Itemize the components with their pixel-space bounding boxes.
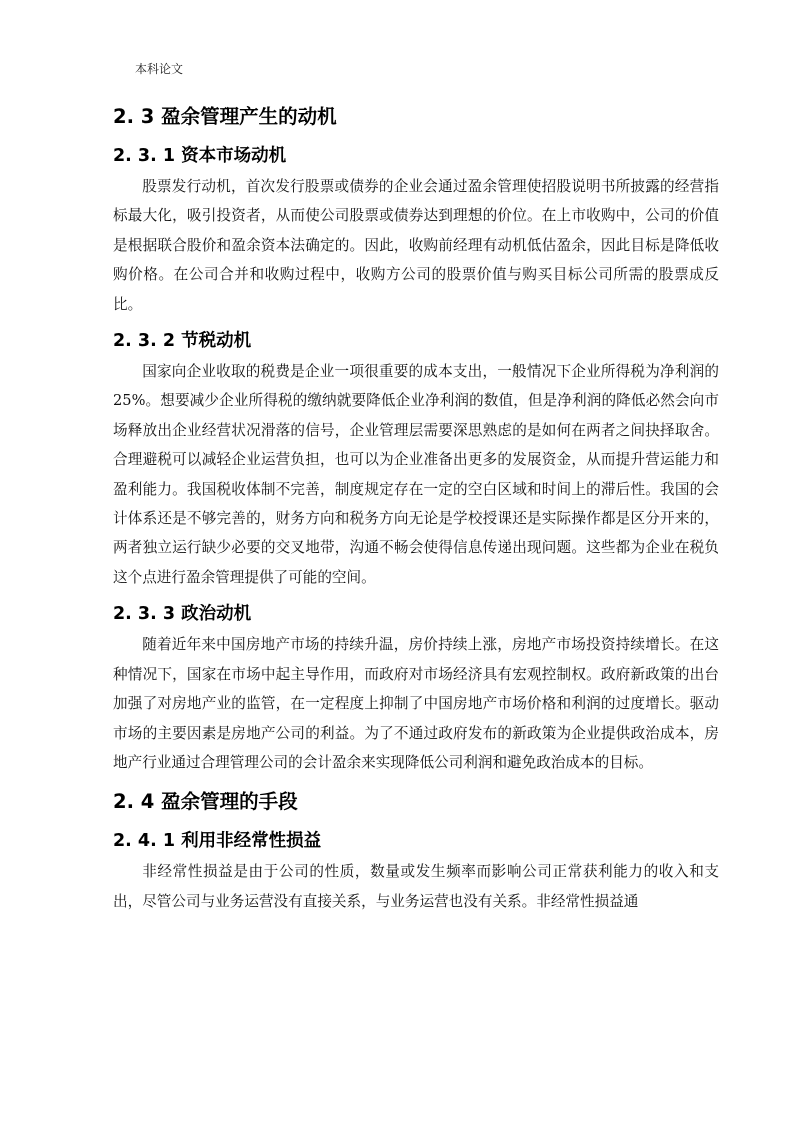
paragraph-tax-saving-motive: 国家向企业收取的税费是企业一项很重要的成本支出，一般情况下企业所得税为净利润的 25%。想要减少企业所得税的缴纳就要降低企业净利润的数值，但是净利润的降低必然会向市场释放出企业经营状况滑落的信号，企业管理层需要深思熟虑的是如何在两者之间抉择取舍。合理避税可以减轻企业运营负担，也可以为企业准备出更多的发展资金，从而提升营运能力和盈利能力。我国税收体制不完善，制度规定存在一定的空白区域和时间上的滞后性。我国的会计体系还是不够完善的，财务方向和税务方向无论是学校授课还是实际操作都是区分开来的，两者独立运行缺少必要的交叉地带，沟通不畅会使得信息传递出现问题。这些都为企业在税负这个点进行盈余管理提供了可能的空间。 [113,363,719,586]
paragraph-political-motive: 随着近年来中国房地产市场的持续升温，房价持续上涨，房地产市场投资持续增长。在这种情况下，国家在市场中起主导作用，而政府对市场经济具有宏观控制权。政府新政策的出台加强了对房地产业的监管，在一定程度上抑制了中国房地产市场价格和利润的过度增长。驱动市场的主要因素是房地产公司的利益。为了不通过政府发布的新政策为企业提供政治成本，房地产行业通过合理管理公司的会计盈余来实现降低公司利润和避免政治成本的目标。 [113,636,719,771]
paragraph-capital-market-motive: 股票发行动机，首次发行股票或债券的企业会通过盈余管理使招股说明书所披露的经营指标最大化，吸引投资者，从而使公司股票或债券达到理想的价位。在上市收购中，公司的价值是根据联合股价和盈余资本法确定的。因此，收购前经理有动机低估盈余，因此目标是降低收购价格。在公司合并和收购过程中，收购方公司的股票价值与购买目标公司所需的股票成反比。 [113,178,719,313]
subsection-heading-2-3-3: 2. 3. 3 政治动机 [113,604,252,625]
running-header: 本科论文 [135,62,184,76]
subsection-heading-2-3-2: 2. 3. 2 节税动机 [113,331,252,352]
paragraph-non-recurring-gains: 非经常性损益是由于公司的性质，数量或发生频率而影响公司正常获利能力的收入和支出，尽管公司与业务运营没有直接关系，与业务运营也没有关系。非经常性损益通 [113,863,719,910]
document-body [113,100,719,916]
subsection-heading-2-4-1: 2. 4. 1 利用非经常性损益 [113,831,322,852]
section-heading-2-3: 2. 3 盈余管理产生的动机 [113,105,337,128]
section-heading-2-4: 2. 4 盈余管理的手段 [113,790,298,814]
subsection-heading-2-3-1: 2. 3. 1 资本市场动机 [113,146,287,166]
